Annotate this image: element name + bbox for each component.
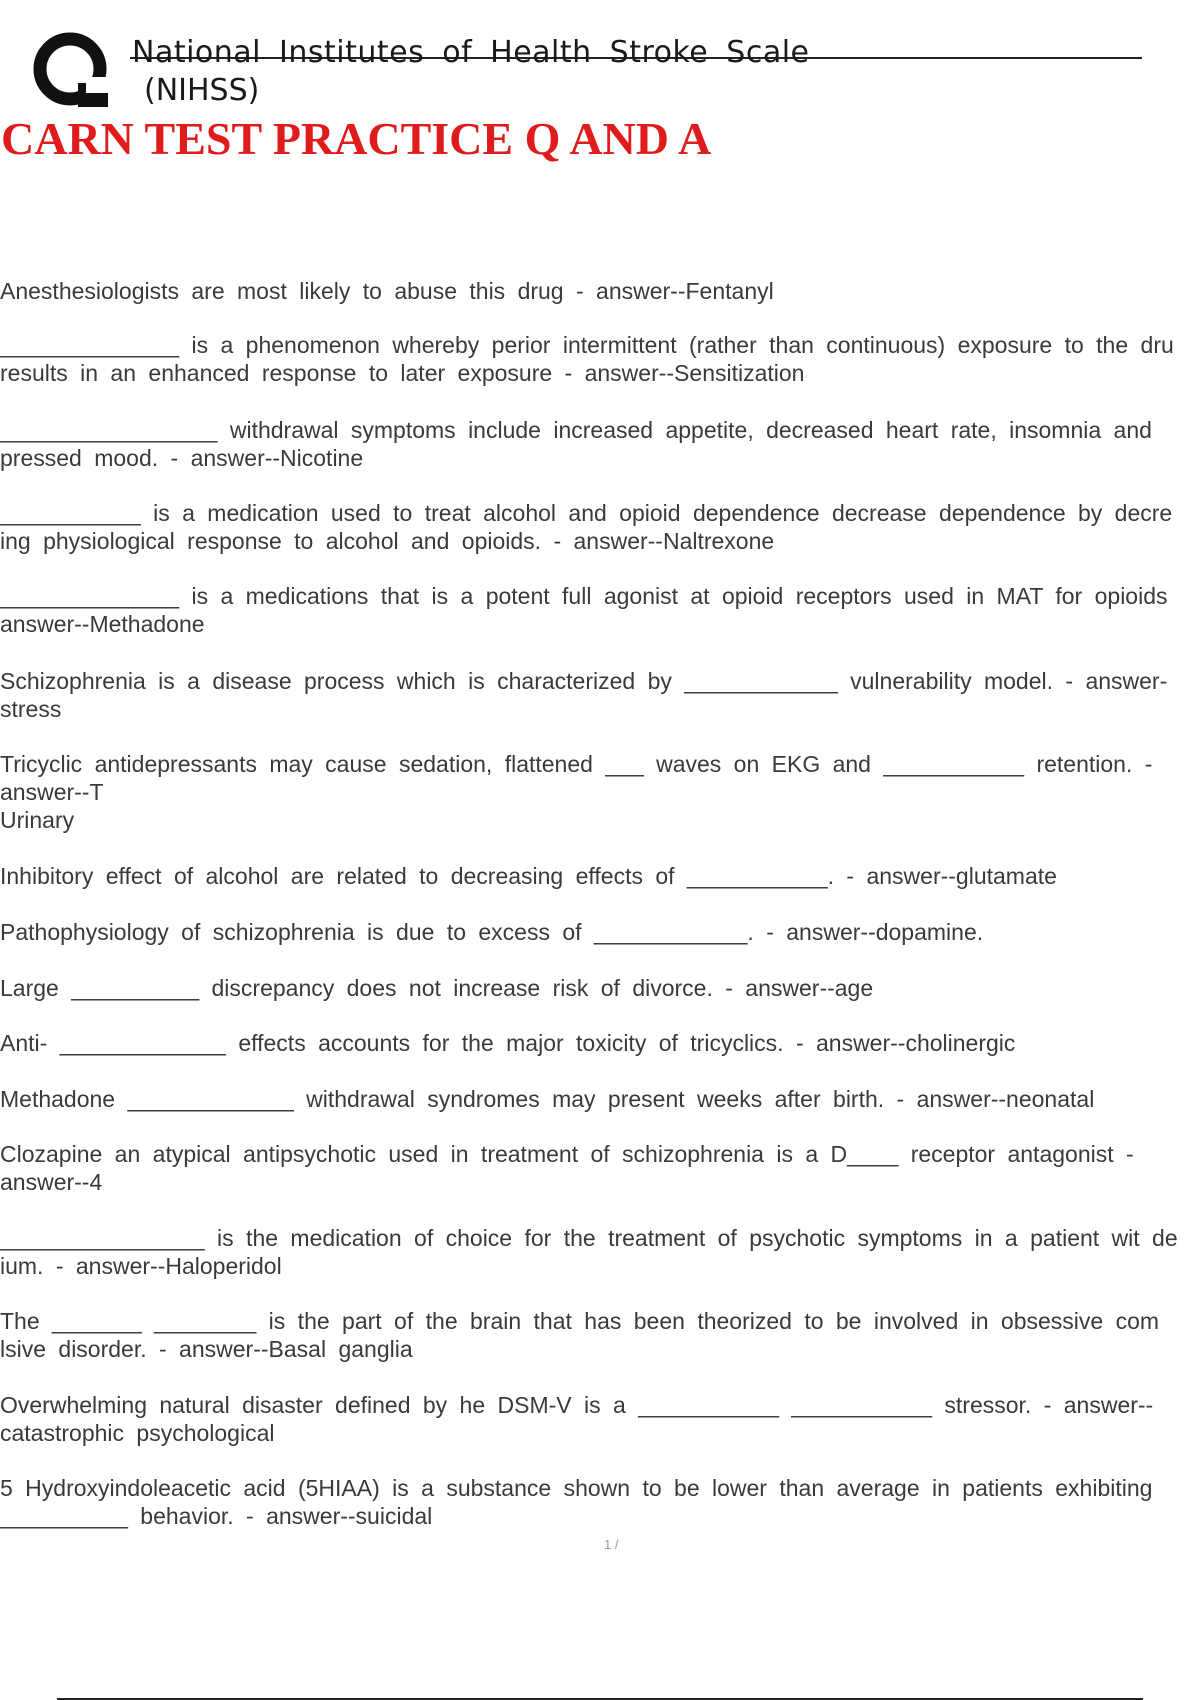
qa-line: pressed mood. - answer--Nicotine (0, 445, 364, 471)
qa-item (0, 1224, 1200, 1280)
qa-line: ing physiological response to alcohol and opioids. - answer--Naltrexone (0, 528, 775, 554)
qa-item (0, 1085, 1200, 1113)
qa-item (0, 750, 1200, 834)
qa-line: Urinary (0, 807, 75, 833)
qa-line: Anti- _____________ effects accounts for the major toxicity of tricyclics. - answer--cholinergic (0, 1030, 1016, 1056)
header-title-word: Health (490, 35, 592, 70)
qa-line: Inhibitory effect of alcohol are related to decreasing effects of ___________. - answer--glutamate (0, 863, 1057, 889)
qa-line: ________________ is the medication of choice for the treatment of psychotic symptoms in a patient wit de (0, 1225, 1178, 1251)
qa-line: ium. - answer--Haloperidol (0, 1253, 282, 1279)
qa-item (0, 862, 1200, 890)
qa-line: stress (0, 696, 62, 722)
header-title-word: Stroke (609, 35, 709, 70)
qa-line: Methadone _____________ withdrawal syndromes may present weeks after birth. - answer--neonatal (0, 1086, 1095, 1112)
header-title-word: Institutes (279, 35, 425, 70)
qa-item (0, 1474, 1200, 1530)
document-heading: CARN TEST PRACTICE Q AND A (1, 113, 712, 164)
qa-item (0, 499, 1200, 555)
qa-item (0, 918, 1200, 946)
qa-item (0, 1307, 1200, 1363)
qa-line: Anesthesiologists are most likely to abuse this drug - answer--Fentanyl (0, 278, 774, 304)
qa-item (0, 582, 1200, 638)
qa-line: Overwhelming natural disaster defined by he DSM-V is a ___________ ___________ stressor. - answer-- (0, 1392, 1154, 1418)
qa-line: Tricyclic antidepressants may cause sedation, flattened ___ waves on EKG and ___________ retention. - (0, 751, 1153, 777)
qa-item (0, 277, 1200, 305)
page-number: 1 / (604, 1537, 619, 1552)
qa-line: answer--Methadone (0, 611, 205, 637)
qa-line: ___________ is a medication used to treat alcohol and opioid dependence decrease dependence by decre (0, 500, 1173, 526)
qa-item (0, 974, 1200, 1002)
qa-line: ______________ is a medications that is a potent full agonist at opioid receptors used in MAT for opioids (0, 583, 1168, 609)
header-title-word: of (442, 35, 473, 70)
qa-line: Pathophysiology of schizophrenia is due to excess of ____________. - answer--dopamine. (0, 919, 984, 945)
qa-line: ______________ is a phenomenon whereby perior intermittent (rather than continuous) exposure to the dru (0, 332, 1174, 358)
qa-line: answer--T (0, 779, 104, 805)
qa-line: Large __________ discrepancy does not increase risk of divorce. - answer--age (0, 975, 874, 1001)
qa-item (0, 1140, 1200, 1196)
qa-item (0, 1029, 1200, 1057)
qa-line: __________ behavior. - answer--suicidal (0, 1503, 433, 1529)
qa-line: The _______ ________ is the part of the brain that has been theorized to be involved in obsessive com (0, 1308, 1160, 1334)
header-subtitle: (NIHSS) (144, 73, 260, 108)
qa-line: lsive disorder. - answer--Basal ganglia (0, 1336, 413, 1362)
qa-line: answer--4 (0, 1169, 103, 1195)
qa-item (0, 416, 1200, 472)
header-title-word: National (132, 35, 262, 70)
qa-item (0, 667, 1200, 723)
qa-item (0, 331, 1200, 387)
header-title-word: Scale (726, 35, 810, 70)
qa-line: catastrophic psychological (0, 1420, 275, 1446)
qa-line: _________________ withdrawal symptoms include increased appetite, decreased heart rate, insomnia and (0, 417, 1152, 443)
qa-item (0, 1391, 1200, 1447)
qa-line: 5 Hydroxyindoleacetic acid (5HIAA) is a substance shown to be lower than average in patients exhibiting (0, 1475, 1153, 1501)
qa-line: results in an enhanced response to later exposure - answer--Sensitization (0, 360, 805, 386)
qa-line: Schizophrenia is a disease process which is characterized by ____________ vulnerability model. - answer- (0, 668, 1168, 694)
qa-line: Clozapine an atypical antipsychotic used in treatment of schizophrenia is a D____ receptor antagonist - (0, 1141, 1134, 1167)
